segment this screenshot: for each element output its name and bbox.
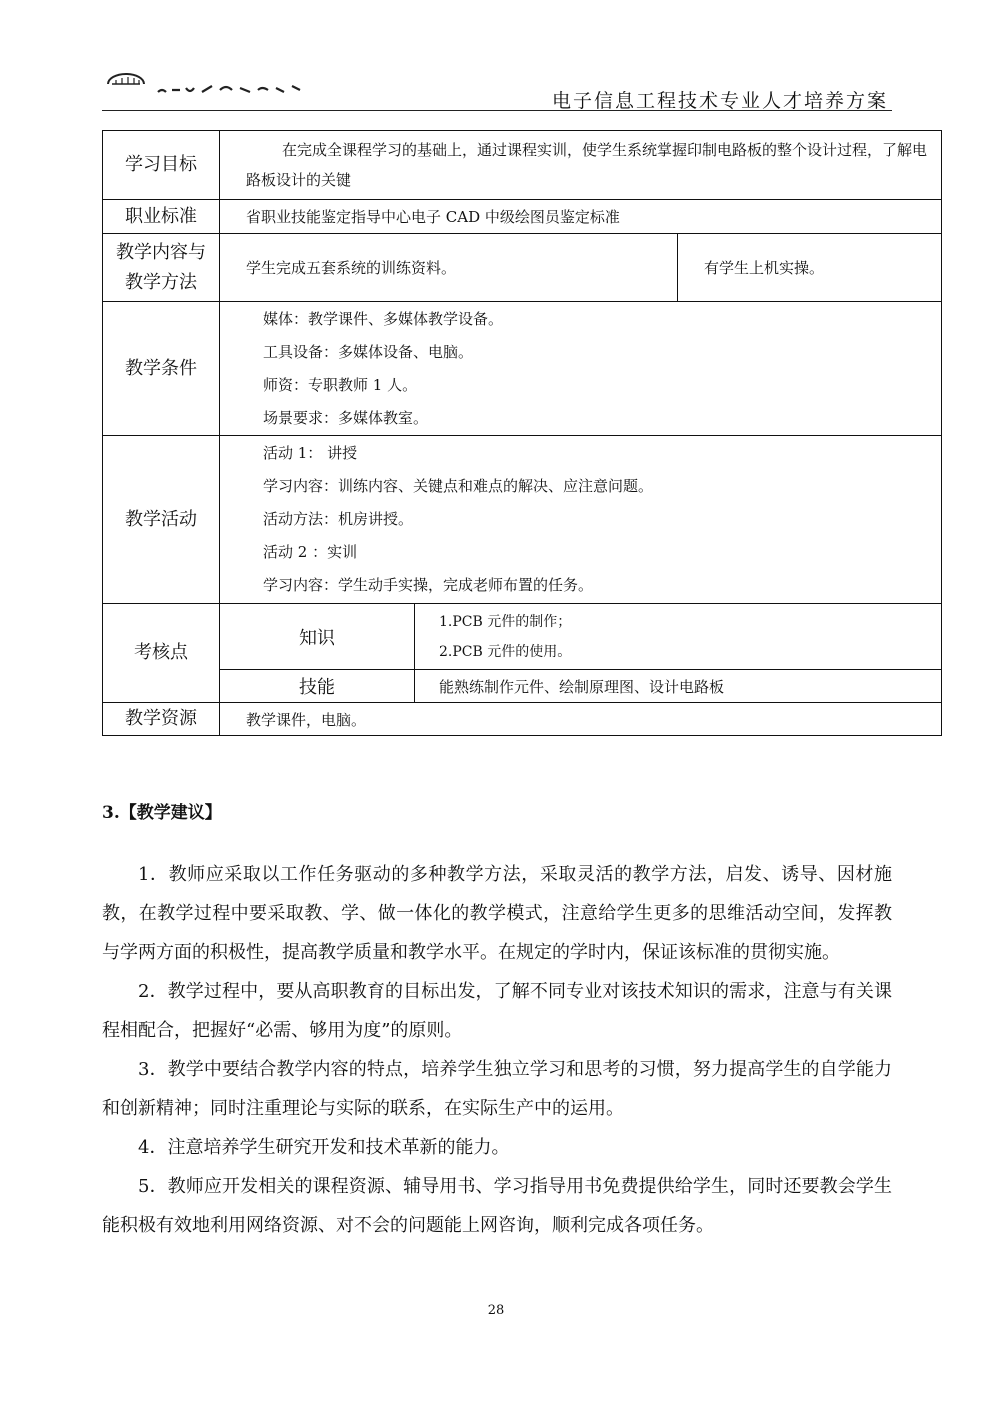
resources-label: 教学资源 bbox=[103, 703, 220, 736]
skill-text: 能熟练制作元件、绘制原理图、设计电路板 bbox=[415, 670, 942, 703]
condition-item: 工具设备：多媒体设备、电脑。 bbox=[263, 342, 474, 361]
activity-item: 学习内容：学生动手实操，完成老师布置的任务。 bbox=[263, 576, 594, 594]
activities-label: 教学活动 bbox=[103, 436, 220, 604]
standard-text: 省职业技能鉴定指导中心电子 CAD 中级绘图员鉴定标准 bbox=[220, 200, 942, 234]
content-method-label-line2: 教学方法 bbox=[125, 271, 197, 293]
page-header bbox=[102, 70, 892, 111]
condition-item: 媒体：教学课件、多媒体教学设备。 bbox=[263, 309, 504, 328]
teaching-content-text: 学生完成五套系统的训练资料。 bbox=[220, 234, 678, 302]
teaching-suggestions bbox=[102, 855, 892, 1245]
knowledge-list bbox=[415, 604, 942, 670]
knowledge-item: 1.PCB 元件的制作； bbox=[439, 613, 572, 630]
school-logo-icon bbox=[102, 70, 312, 100]
activity-item: 活动方法：机房讲授。 bbox=[263, 510, 414, 528]
suggestion-paragraph: 3．教学中要结合教学内容的特点，培养学生独立学习和思考的习惯，努力提高学生的自学能力和创新精神；同时注重理论与实际的联系，在实际生产中的运用。 bbox=[102, 1059, 892, 1119]
suggestion-paragraph: 5．教师应开发相关的课程资源、辅导用书、学习指导用书免费提供给学生，同时还要教会学生能积极有效地利用网络资源、对不会的问题能上网咨询，顺利完成各项任务。 bbox=[102, 1176, 892, 1236]
content-method-label bbox=[103, 234, 220, 302]
activity-item: 学习内容：训练内容、关键点和难点的解决、应注意问题。 bbox=[263, 477, 654, 495]
resources-text: 教学课件，电脑。 bbox=[220, 703, 942, 736]
teaching-method-text: 有学生上机实操。 bbox=[677, 234, 941, 302]
assessment-label: 考核点 bbox=[103, 604, 220, 703]
activities-list bbox=[220, 436, 942, 604]
knowledge-label: 知识 bbox=[220, 604, 415, 670]
suggestion-paragraph: 4．注意培养学生研究开发和技术革新的能力。 bbox=[138, 1137, 510, 1158]
conditions-list bbox=[220, 302, 942, 436]
course-info-table bbox=[102, 130, 942, 736]
condition-item: 场景要求：多媒体教室。 bbox=[263, 408, 429, 427]
page-number: 28 bbox=[487, 1303, 505, 1318]
goal-text: 在完成全课程学习的基础上，通过课程实训，使学生系统掌握印制电路板的整个设计过程，了解电路板设计的关键 bbox=[246, 141, 928, 189]
section-title: 3.【教学建议】 bbox=[102, 803, 222, 823]
activity-item: 活动 1： 讲授 bbox=[263, 444, 358, 462]
suggestion-paragraph: 2．教学过程中，要从高职教育的目标出发，了解不同专业对该技术知识的需求，注意与有关课程相配合，把握好“必需、够用为度”的原则。 bbox=[102, 981, 892, 1041]
knowledge-item: 2.PCB 元件的使用。 bbox=[439, 643, 572, 660]
document-title: 电子信息工程技术专业人才培养方案 bbox=[551, 90, 888, 112]
standard-label: 职业标准 bbox=[103, 200, 220, 234]
goal-label: 学习目标 bbox=[103, 131, 220, 200]
suggestion-paragraph: 1．教师应采取以工作任务驱动的多种教学方法，采取灵活的教学方法，启发、诱导、因材施教，在教学过程中要采取教、学、做一体化的教学模式，注意给学生更多的思维活动空间，发挥教与学两方面的积极性，提高教学质量和教学水平。在规定的学时内，保证该标准的贯彻实施。 bbox=[102, 864, 892, 963]
condition-item: 师资：专职教师 1 人。 bbox=[263, 375, 418, 394]
conditions-label: 教学条件 bbox=[103, 302, 220, 436]
skill-label: 技能 bbox=[220, 670, 415, 703]
activity-item: 活动 2 ：实训 bbox=[263, 543, 358, 561]
content-method-label-line1: 教学内容与 bbox=[116, 241, 206, 263]
